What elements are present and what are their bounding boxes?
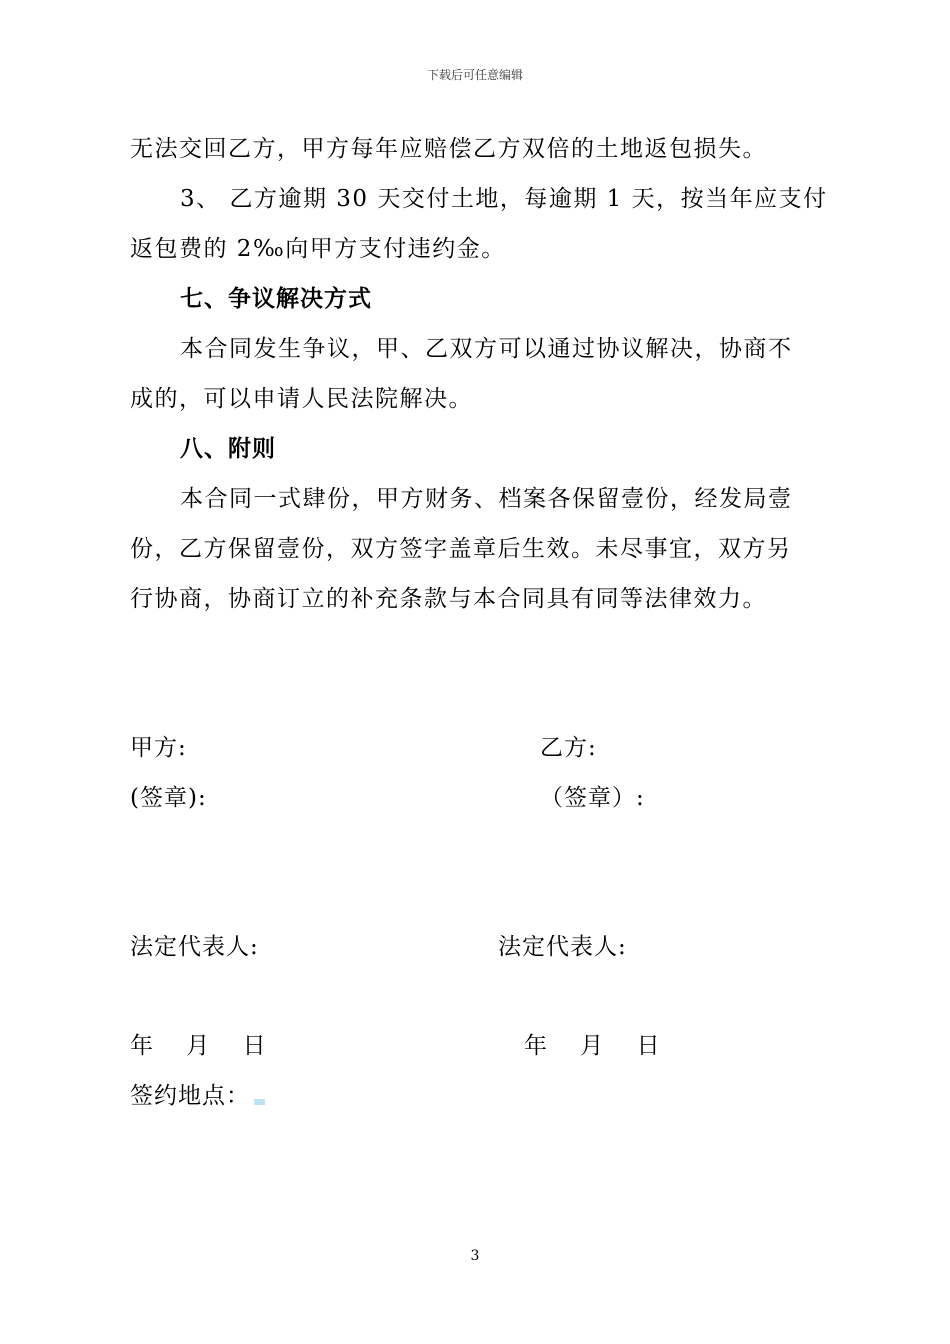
body-line-8: 行协商，协商订立的补充条款与本合同具有同等法律效力。 [130, 586, 767, 612]
page-header: 下载后可任意编辑 [426, 68, 523, 82]
party-b-seal: （签章）: [540, 785, 645, 811]
signing-place-label: 签约地点： [130, 1083, 250, 1109]
party-a-seal: (签章): [130, 785, 207, 811]
body-line-3: 返包费的 2‰向甲方支付违约金。 [130, 236, 506, 262]
party-b-date: 年 月 日 [524, 1033, 661, 1059]
body-line-4: 本合同发生争议，甲、乙双方可以通过协议解决，协商不 [180, 336, 793, 362]
body-line-1: 无法交回乙方，甲方每年应赔偿乙方双倍的土地返包损失。 [130, 136, 767, 162]
signing-place [130, 1081, 265, 1111]
body-line-2: 3、 乙方逾期 30 天交付土地，每逾期 1 天，按当年应支付 [180, 186, 828, 212]
body-line-5: 成的，可以申请人民法院解决。 [130, 386, 473, 412]
party-a-representative: 法定代表人: [130, 934, 259, 960]
party-b-label: 乙方: [540, 735, 597, 761]
section-heading-8: 八、附则 [180, 436, 276, 462]
page-number: 3 [470, 1248, 480, 1264]
body-line-7: 份，乙方保留壹份，双方签字盖章后生效。未尽事宜，双方另 [130, 536, 792, 562]
body-line-6: 本合同一式肆份，甲方财务、档案各保留壹份，经发局壹 [180, 486, 793, 512]
section-heading-7: 七、争议解决方式 [180, 286, 372, 312]
party-b-representative: 法定代表人: [498, 934, 627, 960]
party-a-date: 年 月 日 [130, 1033, 267, 1059]
text-cursor-marker [254, 1099, 265, 1105]
party-a-label: 甲方: [130, 735, 187, 761]
